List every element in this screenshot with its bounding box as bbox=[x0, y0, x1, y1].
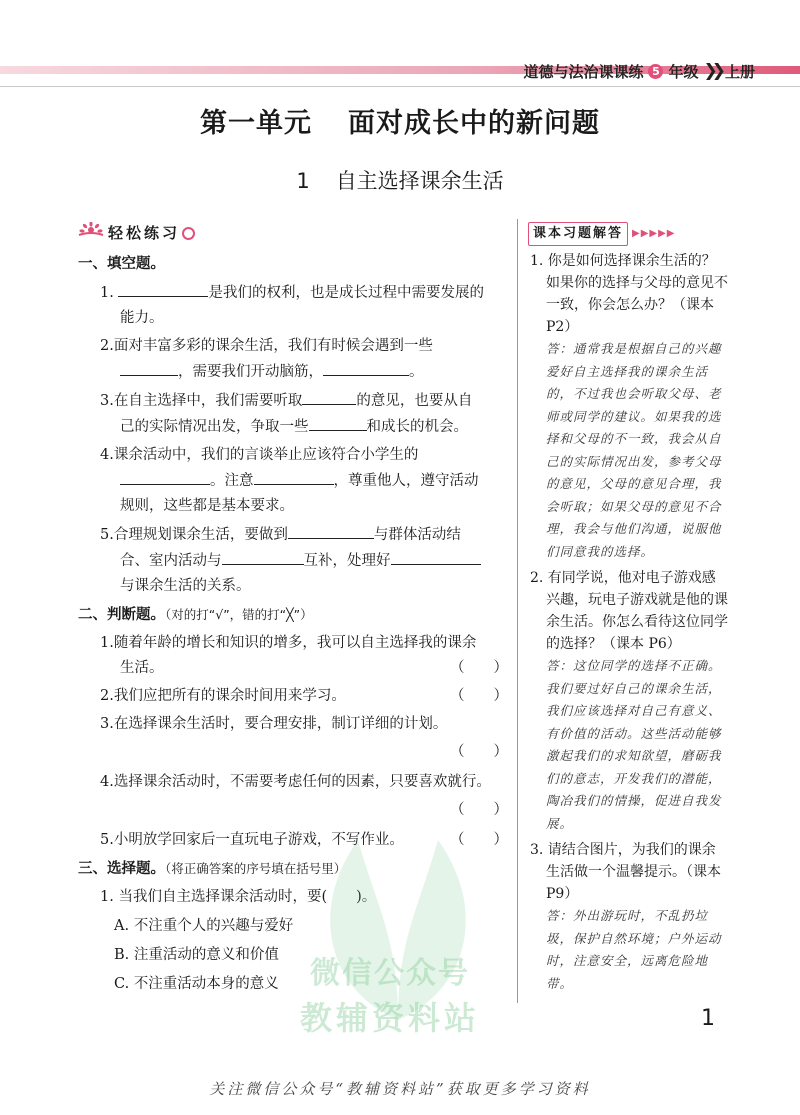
judge-item-4 bbox=[78, 770, 508, 795]
answer-parentheses[interactable]: （ ） bbox=[450, 660, 508, 676]
question-text: 合理规划课余生活，要做到 bbox=[113, 527, 288, 543]
choice-option-b[interactable]: B. 注重活动的意义和价值 bbox=[114, 947, 279, 963]
question-number: 4. bbox=[100, 447, 114, 463]
grade-label: 年级 bbox=[668, 62, 699, 81]
answer-blank[interactable] bbox=[120, 468, 210, 485]
answer-question-1: 1. 你是如何选择课余生活的？如果你的选择与父母的意见不一致，你会怎么办？（课本 P2） bbox=[530, 253, 728, 335]
question-number: 3. bbox=[100, 716, 114, 732]
judge-section-title bbox=[78, 602, 508, 628]
watermark-line-2: 教辅资料站 bbox=[300, 999, 481, 1037]
question-number: 1. bbox=[100, 635, 114, 651]
question-text: 选择课余活动时，不需要考虑任何的因素，只要喜欢就行。 bbox=[113, 774, 491, 790]
flower-icon bbox=[78, 222, 104, 244]
choice-title-text: 三、选择题。 bbox=[78, 861, 165, 877]
unit-name: 面对成长中的新问题 bbox=[348, 108, 600, 139]
fill-question-2 bbox=[78, 334, 508, 385]
question-text: 合、室内活动与 bbox=[120, 553, 222, 569]
question-number: 5. bbox=[100, 832, 114, 848]
choice-question-1: 1. 当我们自主选择课余活动时，要( )。 bbox=[100, 889, 377, 905]
grade-badge: 5 bbox=[648, 64, 663, 79]
question-text: 我们应把所有的课余时间用来学习。 bbox=[113, 688, 346, 704]
judge-item-3-answer-line bbox=[78, 740, 508, 767]
fill-question-3 bbox=[78, 388, 508, 440]
answer-text-1: 答：通常我是根据自己的兴趣爱好自主选择我的课余生活的，不过我也会听取父母、老师或同学的建议。如果我的选择和父母的不一致，我会从自己的实际情况出发，参考父母的意见，父母的意见合理，我会听取；如果父母的意见不合理，我会与他们沟通，说服他们同意我的选择。 bbox=[546, 341, 722, 559]
choice-option-c[interactable]: C. 不注重活动本身的意义 bbox=[114, 976, 279, 992]
volume-label: 上册 bbox=[724, 62, 755, 81]
question-number: 5. bbox=[100, 527, 114, 543]
question-text: 。注意 bbox=[210, 473, 254, 489]
question-text: 小明放学回家后一直玩电子游戏，不写作业。 bbox=[113, 832, 404, 848]
lesson-number: 1 bbox=[296, 169, 310, 193]
header-rule bbox=[0, 86, 800, 87]
question-text: 生活。 bbox=[120, 660, 164, 676]
fill-section-title: 一、填空题。 bbox=[78, 256, 165, 272]
answer-blank[interactable] bbox=[323, 359, 409, 376]
question-text: 与群体活动结 bbox=[373, 527, 461, 543]
question-text: 是我们的权利，也是成长过程中需要发展的 bbox=[208, 285, 484, 301]
fill-question-5 bbox=[78, 522, 508, 599]
question-text: 。 bbox=[409, 364, 424, 380]
unit-number: 第一单元 bbox=[200, 108, 312, 139]
judge-item-2 bbox=[78, 684, 508, 709]
question-text: 与课余生活的关系。 bbox=[120, 578, 251, 594]
answer-blank[interactable] bbox=[118, 280, 208, 297]
question-text: ，尊重他人，遵守活动 bbox=[333, 473, 479, 489]
question-text: 面对丰富多彩的课余生活，我们有时候会遇到一些 bbox=[113, 338, 433, 354]
practice-heading-text: 轻松练习 bbox=[108, 223, 181, 242]
book-title: 道德与法治课课练 bbox=[523, 62, 644, 81]
fill-question-4 bbox=[78, 443, 508, 519]
answer-blank[interactable] bbox=[309, 414, 367, 431]
question-number: 1. bbox=[100, 285, 114, 301]
answer-blank[interactable] bbox=[302, 388, 356, 405]
answer-blank[interactable] bbox=[222, 548, 304, 565]
answers-heading bbox=[528, 222, 728, 246]
question-text: 在选择课余生活时，要合理安排，制订详细的计划。 bbox=[113, 716, 448, 732]
answers-heading-text: 课本习题解答 bbox=[528, 222, 628, 246]
question-text: 己的实际情况出发，争取一些 bbox=[120, 419, 309, 435]
judge-title-text: 二、判断题。 bbox=[78, 607, 165, 623]
unit-title bbox=[0, 101, 800, 140]
question-text: 随着年龄的增长和知识的增多，我可以自主选择我的课余 bbox=[113, 635, 477, 651]
choice-note: （将正确答案的序号填在括号里） bbox=[165, 861, 347, 876]
choice-option-a[interactable]: A. 不注重个人的兴趣与爱好 bbox=[114, 918, 294, 934]
question-text: 能力。 bbox=[120, 310, 164, 326]
answer-blank[interactable] bbox=[391, 548, 481, 565]
answer-blank[interactable] bbox=[288, 522, 374, 539]
watermark-line-1: 微信公众号 bbox=[310, 956, 470, 991]
answers-column bbox=[528, 222, 728, 995]
answer-text-2: 答：这位同学的选择不正确。我们要过好自己的课余生活，我们应该选择对自己有意义、有价值的活动。这些活动能够激起我们的求知欲望，磨砺我们的意志，开发我们的潜能，陶冶我们的情操，促进自我发展。 bbox=[546, 658, 722, 831]
answer-parentheses[interactable]: （ ） bbox=[450, 832, 508, 848]
lesson-title bbox=[0, 165, 800, 195]
answer-text-3: 答：外出游玩时，不乱扔垃圾，保护自然环境；户外运动时，注意安全，远离危险地带。 bbox=[546, 908, 722, 991]
lesson-name: 自主选择课余生活 bbox=[335, 169, 504, 193]
fill-question-1 bbox=[78, 280, 508, 331]
question-text: 在自主选择中，我们需要听取 bbox=[113, 393, 303, 409]
question-text: 课余活动中，我们的言谈举止应该符合小学生的 bbox=[113, 447, 419, 463]
question-number: 3. bbox=[100, 393, 114, 409]
question-number: 4. bbox=[100, 774, 114, 790]
running-header bbox=[523, 56, 755, 86]
practice-heading bbox=[78, 218, 508, 248]
judge-item-1 bbox=[78, 631, 508, 681]
answer-parentheses[interactable]: （ ） bbox=[450, 688, 508, 704]
question-text: 规则，这些都是基本要求。 bbox=[120, 498, 294, 514]
answer-question-3: 3. 请结合图片，为我们的课余生活做一个温馨提示。（课本 P9） bbox=[530, 842, 721, 902]
footer-note: 关注微信公众号“教辅资料站”获取更多学习资料 bbox=[209, 1080, 591, 1098]
question-text: 和成长的机会。 bbox=[366, 419, 468, 435]
answer-blank[interactable] bbox=[120, 359, 178, 376]
question-number: 2. bbox=[100, 688, 114, 704]
answer-parentheses[interactable]: （ ） bbox=[450, 802, 508, 818]
question-text: 互补，处理好 bbox=[303, 553, 391, 569]
question-text: 的意见，也要从自 bbox=[356, 393, 473, 409]
triangle-arrows-icon: ▶▶▶▶▶ bbox=[632, 228, 676, 239]
judge-note: （对的打“√”，错的打“╳”） bbox=[165, 607, 313, 622]
page-number: 1 bbox=[701, 1006, 715, 1031]
judge-item-3 bbox=[78, 712, 508, 737]
heading-dot-icon bbox=[182, 227, 195, 240]
answer-question-2: 2. 有同学说，他对电子游戏感兴趣，玩电子游戏就是他的课余生活。你怎么看待这位同学的选择？（课本 P6） bbox=[530, 570, 728, 652]
answer-parentheses[interactable]: （ ） bbox=[450, 744, 508, 760]
question-number: 2. bbox=[100, 338, 114, 354]
answer-blank[interactable] bbox=[254, 468, 334, 485]
question-text: ，需要我们开动脑筋， bbox=[178, 364, 323, 380]
double-chevron-icon: ❯❯ bbox=[703, 61, 720, 81]
